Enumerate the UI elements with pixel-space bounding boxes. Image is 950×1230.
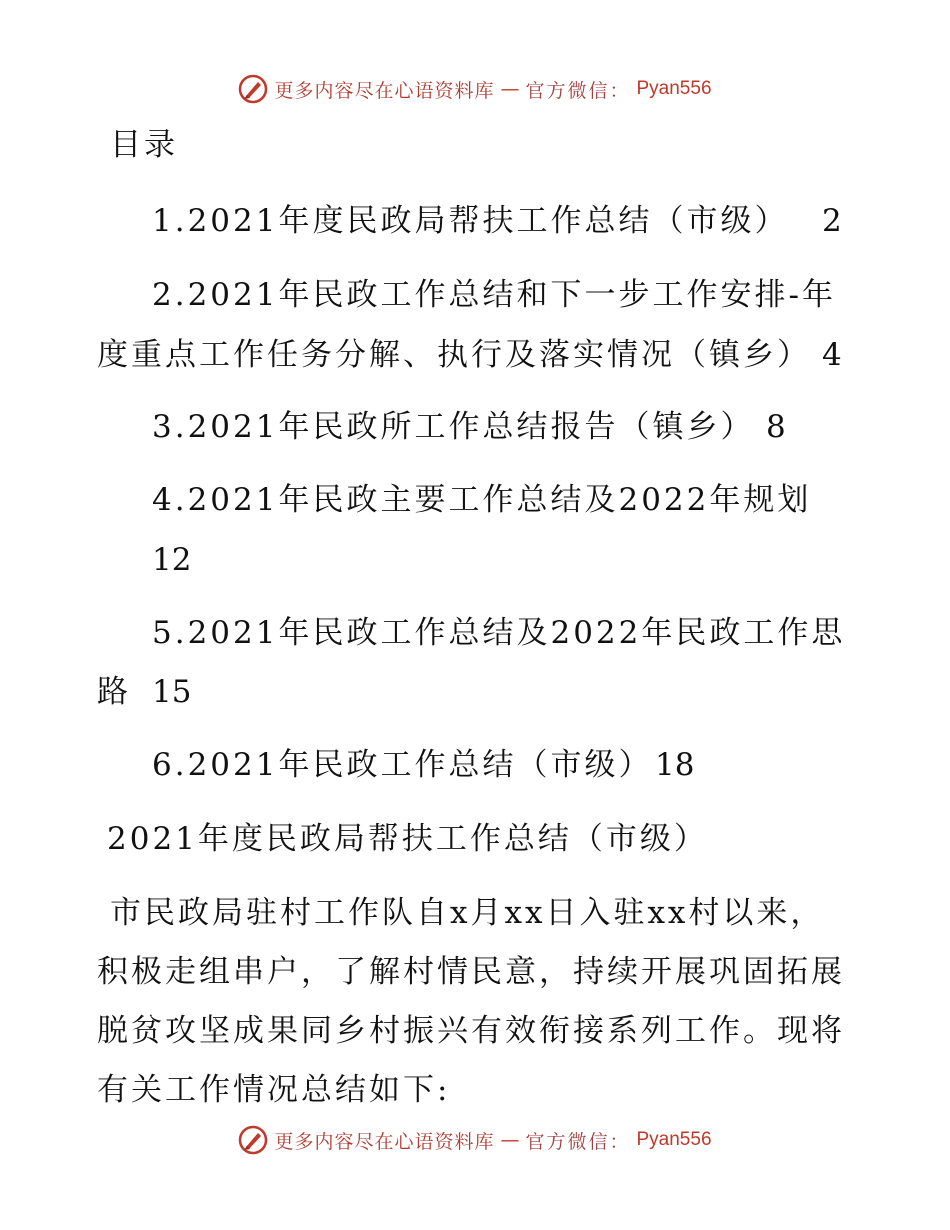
watermark-id: Pyan556 [636,1129,712,1150]
watermark-brand: 更多内容尽在心语资料库 [274,79,495,102]
toc-item-5-text: 5.2021年民政工作总结及2022年民政工作思 [152,615,846,651]
watermark-id: Pyan556 [636,78,712,99]
toc-item-4-page: 12 [152,542,192,578]
toc-item-5-text-cont: 路 [97,674,131,710]
toc-item-1-page: 2 [822,203,842,239]
watermark-separator: — [500,1129,520,1151]
toc-item-6-text: 6.2021年民政工作总结（市级） [152,747,653,783]
toc-title: 目录 [110,127,178,163]
paragraph-line-2: 积极走组串户，了解村情民意，持续开展巩固拓展 [97,954,845,990]
toc-item-4-text: 4.2021年民政主要工作总结及2022年规划 [152,482,812,518]
watermark-label: 官方微信： [525,79,631,102]
watermark-separator: — [500,78,520,100]
watermark-brand: 更多内容尽在心语资料库 [274,1130,495,1153]
pen-logo-icon [238,1125,268,1155]
toc-item-2-text: 2.2021年民政工作总结和下一步工作安排-年 [152,277,836,313]
paragraph-line-4: 有关工作情况总结如下: [97,1072,451,1108]
watermark-label: 官方微信： [525,1130,631,1153]
toc-item-3-text: 3.2021年民政所工作总结报告（镇乡） [152,409,755,445]
toc-item-2-text-cont: 度重点工作任务分解、执行及落实情况（镇乡） [97,337,811,373]
paragraph-line-3: 脱贫攻坚成果同乡村振兴有效衔接系列工作。现将 [97,1013,845,1049]
watermark-bottom [0,1125,950,1155]
toc-item-5-page: 15 [152,674,192,710]
toc-item-1-text: 1.2021年度民政局帮扶工作总结（市级） [152,203,789,239]
toc-item-3-page: 8 [766,409,786,445]
paragraph-line-1: 市民政局驻村工作队自x月xx日入驻xx村以来， [110,895,825,931]
section-heading: 2021年度民政局帮扶工作总结（市级） [107,821,708,857]
toc-item-6-page: 18 [655,747,695,783]
toc-item-2-page: 4 [822,337,842,373]
